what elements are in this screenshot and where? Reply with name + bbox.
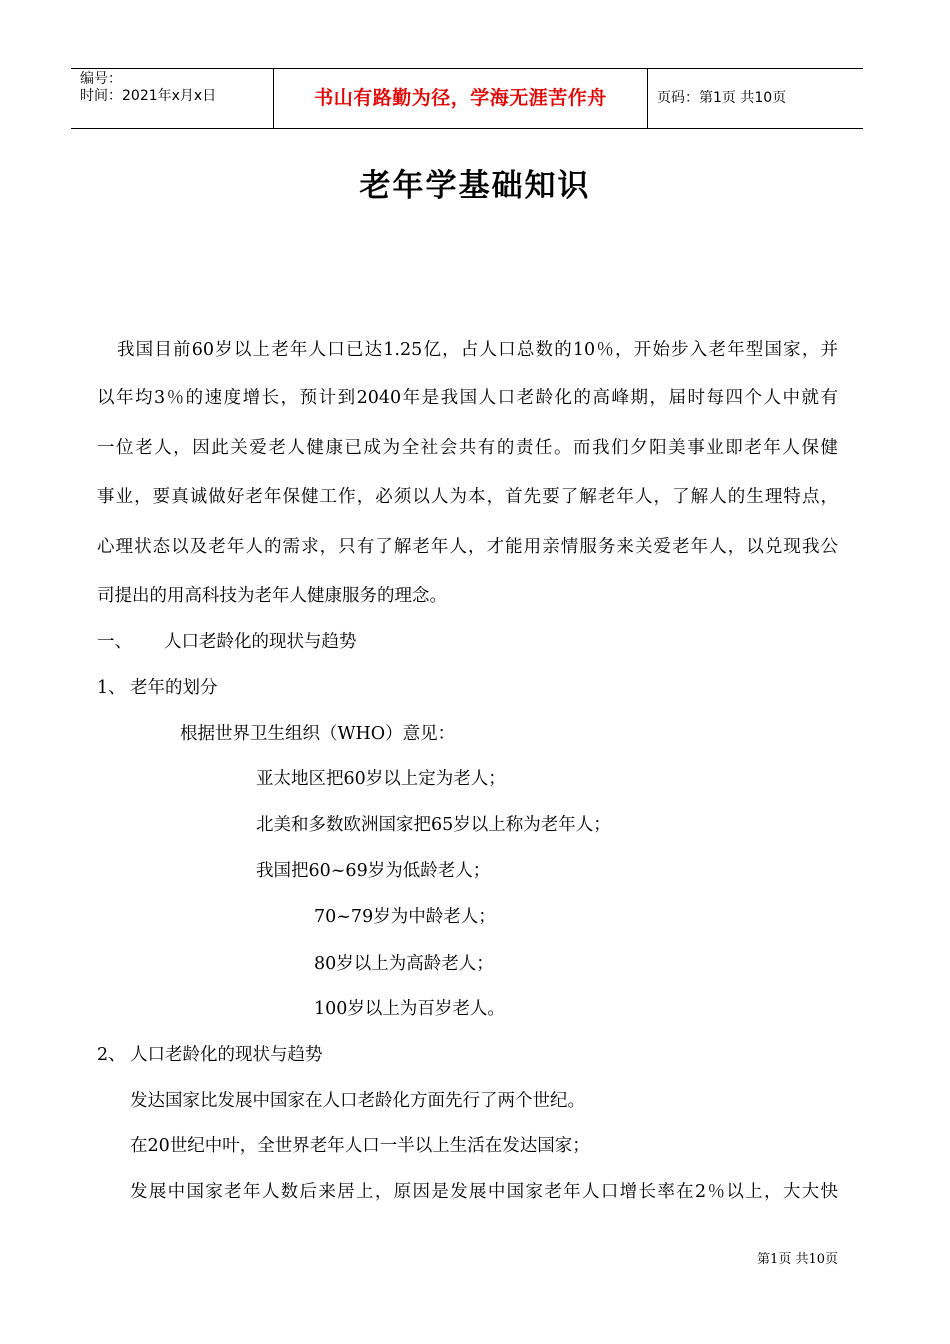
intro-line: 司提出的用高科技为老年人健康服务的理念。 — [97, 586, 447, 606]
intro-line: 以年均3％的速度增长，预计到2040年是我国人口老龄化的高峰期，届时每四个人中就有 — [97, 388, 838, 408]
document-date: 时间：2021年x月x日 — [80, 88, 217, 104]
section-number: 一、 — [97, 632, 132, 652]
subsection-number: 2、 — [97, 1045, 126, 1065]
list-item: 100岁以上为百岁老人。 — [314, 999, 505, 1019]
subsection-heading: 人口老龄化的现状与趋势 — [130, 1045, 323, 1065]
page-header — [71, 68, 863, 129]
subsection-number: 1、 — [97, 678, 126, 698]
intro-line: 我国目前60岁以上老年人口已达1.25亿，占人口总数的10％，开始步入老年型国家，并 — [117, 340, 838, 360]
list-item: 我国把60~69岁为低龄老人； — [256, 861, 491, 881]
section-heading: 人口老龄化的现状与趋势 — [164, 632, 357, 652]
document-title: 老年学基础知识 — [359, 168, 591, 204]
who-line: 根据世界卫生组织（WHO）意见： — [180, 724, 456, 744]
body-line: 发展中国家老年人数后来居上，原因是发展中国家老年人口增长率在2％以上，大大快 — [130, 1182, 838, 1202]
body-line: 发达国家比发展中国家在人口老龄化方面先行了两个世纪。 — [130, 1091, 585, 1111]
list-item: 80岁以上为高龄老人； — [314, 954, 494, 974]
header-motto: 书山有路勤为径，学海无涯苦作舟 — [274, 69, 648, 128]
page-footer: 第1页 共10页 — [757, 1252, 838, 1267]
document-number-label: 编号： — [80, 71, 122, 87]
intro-line: 事业，要真诚做好老年保健工作，必须以人为本，首先要了解老年人，了解人的生理特点， — [97, 487, 838, 507]
subsection-heading: 老年的划分 — [130, 678, 218, 698]
list-item: 亚太地区把60岁以上定为老人； — [256, 769, 506, 789]
list-item: 北美和多数欧洲国家把65岁以上称为老年人； — [256, 815, 611, 835]
list-item: 70~79岁为中龄老人； — [314, 907, 496, 927]
header-page-info: 页码：第1页 共10页 — [657, 90, 787, 106]
intro-line: 心理状态以及老年人的需求，只有了解老年人，才能用亲情服务来关爱老年人，以兑现我公 — [97, 537, 838, 557]
body-line: 在20世纪中叶，全世界老年人口一半以上生活在发达国家； — [130, 1136, 590, 1156]
intro-line: 一位老人，因此关爱老人健康已成为全社会共有的责任。而我们夕阳美事业即老年人保健 — [97, 438, 838, 458]
header-meta — [71, 69, 274, 128]
